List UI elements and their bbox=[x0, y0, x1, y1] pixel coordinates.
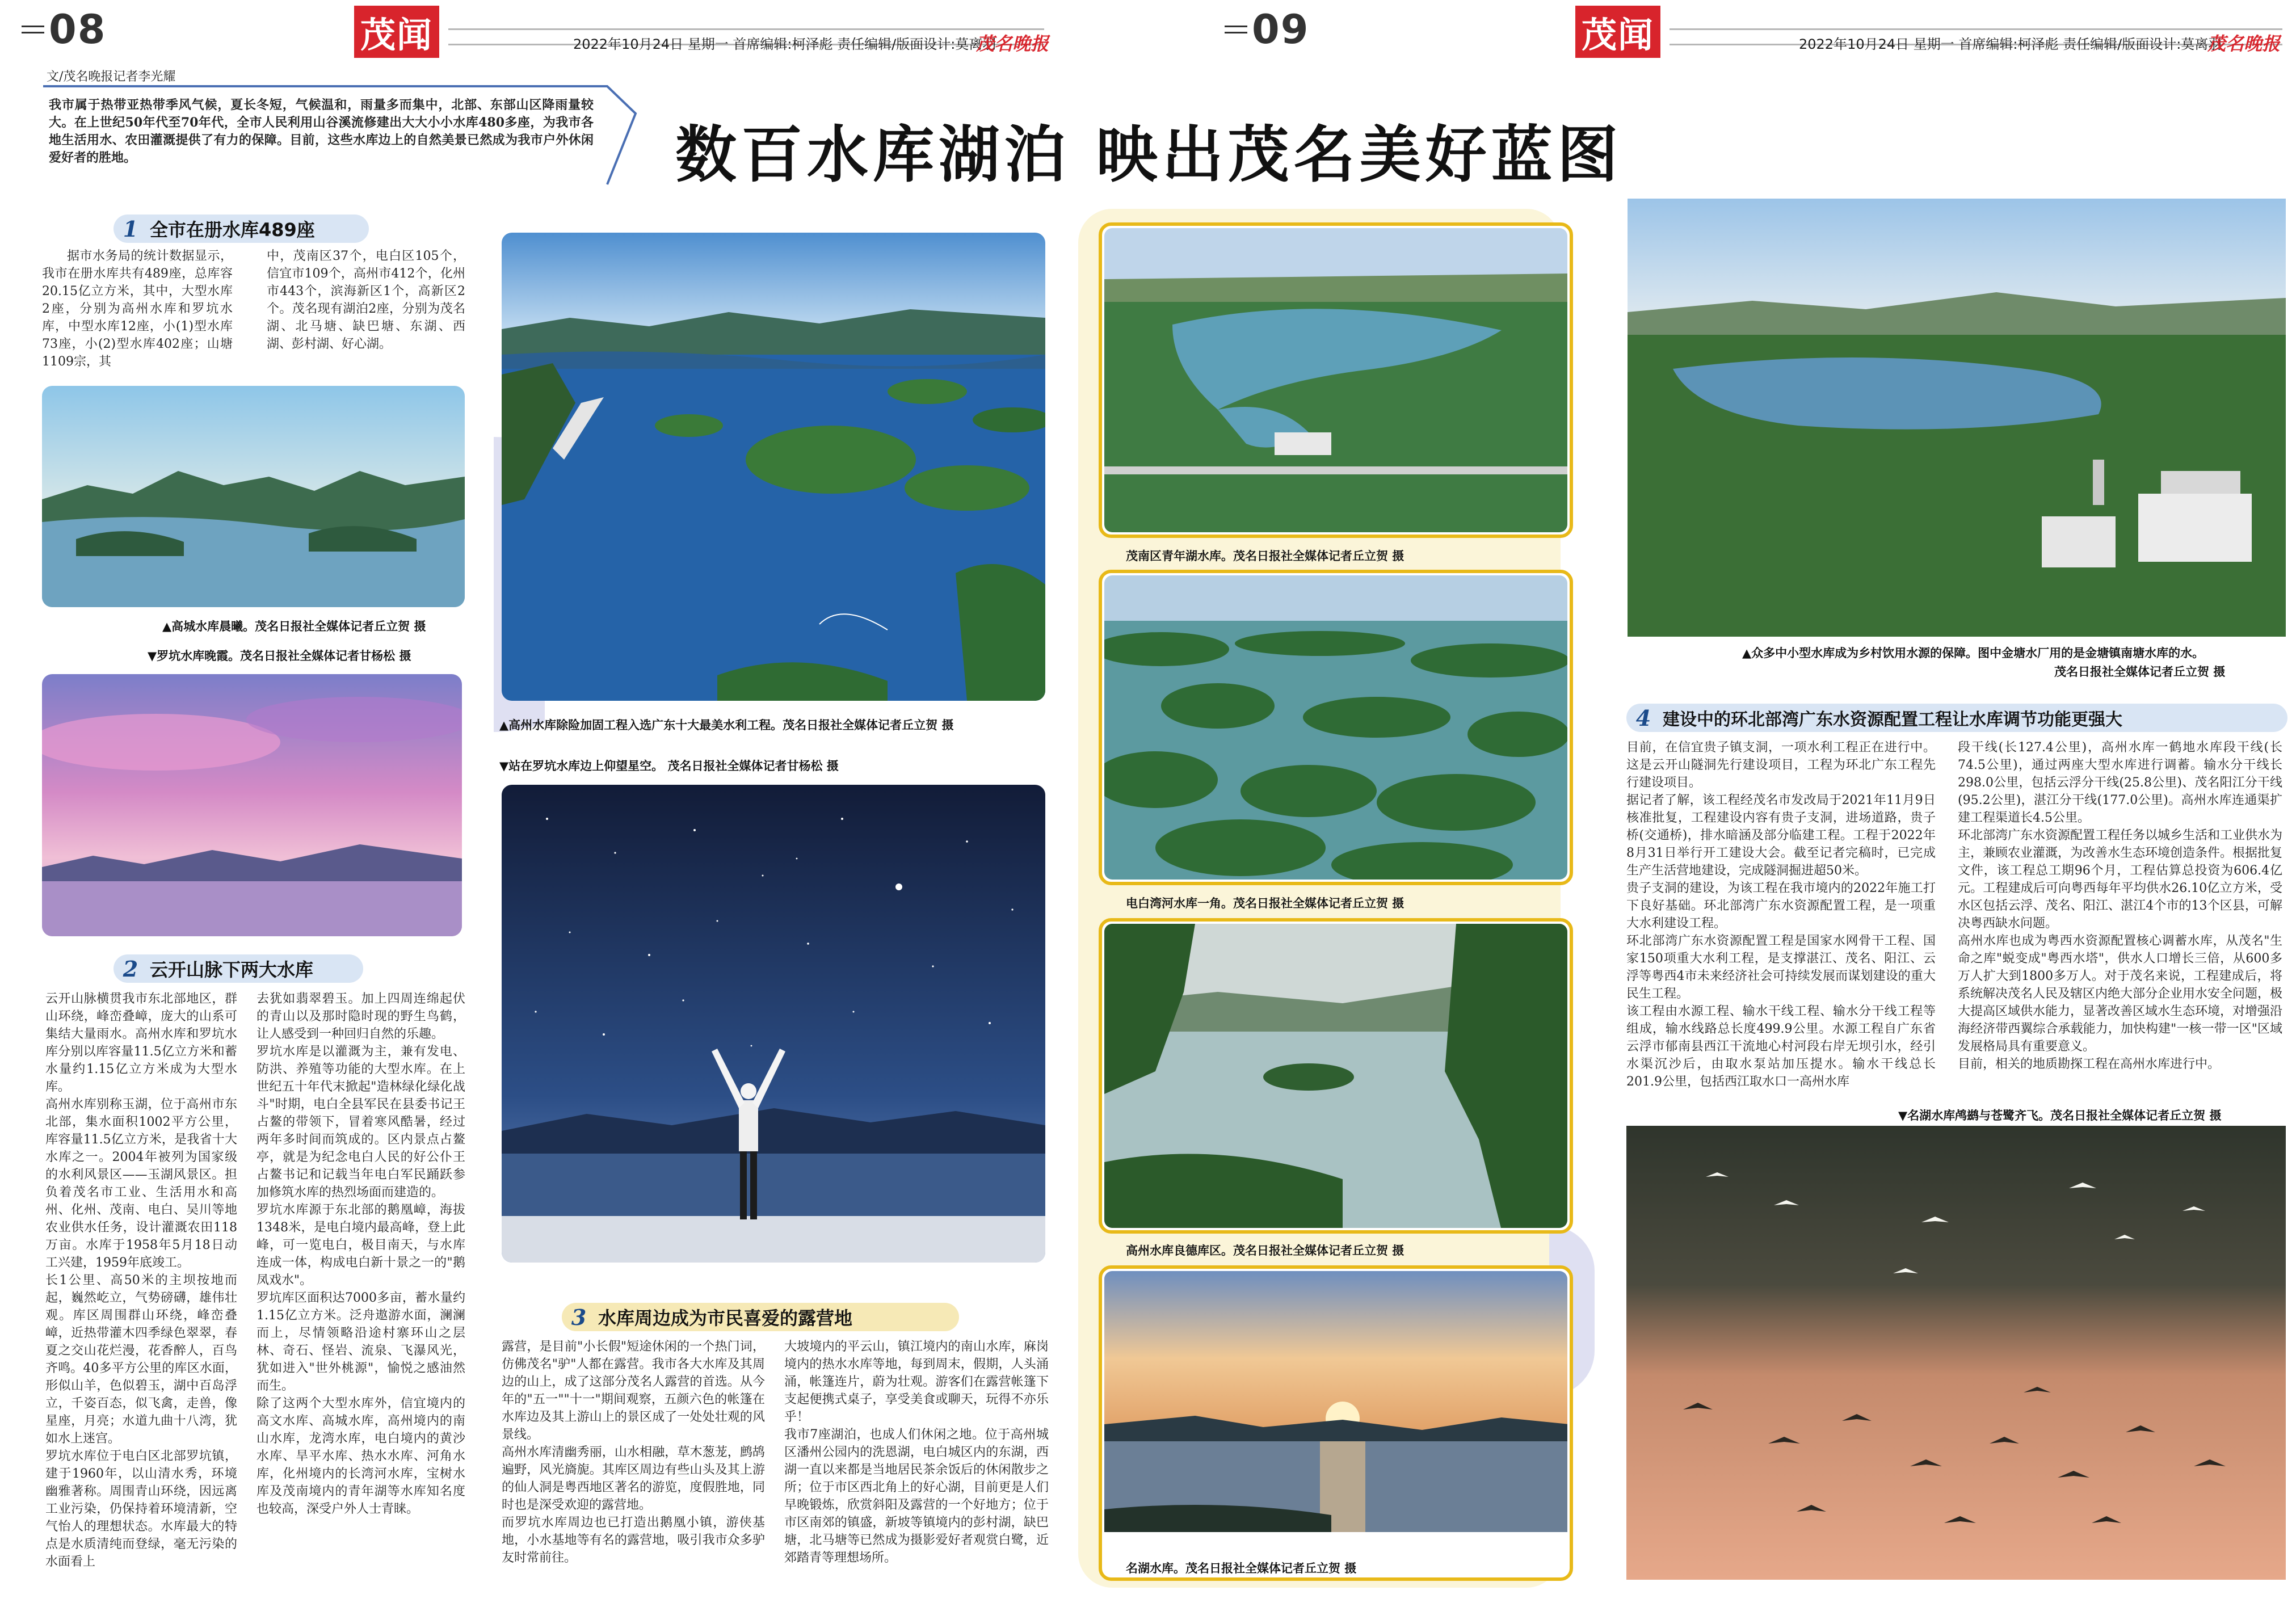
photo-liangde-reservoir bbox=[1099, 918, 1573, 1234]
section-logo-right: 茂闻 bbox=[1575, 6, 1660, 58]
left-page-number-text: 08 bbox=[49, 6, 107, 53]
caption-5: 茂南区青年湖水库。茂名日报社全媒体记者丘立贺 摄 bbox=[1126, 549, 1404, 563]
right-header-info: 2022年10月24日 星期一 首席编辑:柯泽彪 责任编辑/版面设计:莫离羽 bbox=[1799, 36, 2222, 52]
section-2-number: 2 bbox=[123, 956, 138, 982]
lead-paragraph: 我市属于热带亚热带季风气候，夏长冬短，气候温和，雨量多而集中，北部、东部山区降雨量较大。在上世纪50年代至70年代，全市人民利用山谷溪流修建出大大小小水库480多座，为我市各地生活用水、农田灌溉提供了有力的保障。目前，这些水库边上的自然美景已然成为我市户外休闲爱好者的胜地。 bbox=[49, 98, 594, 165]
photo-jintang-water-plant bbox=[1628, 199, 2286, 637]
caption-3: ▲高州水库除险加固工程入选广东十大最美水利工程。茂名日报社全媒体记者丘立贺 摄 bbox=[499, 718, 954, 732]
section-1-col1: 据市水务局的统计数据显示，我市在册水库共有489座，总库容20.15亿立方米，其中，大型水库2座，分别为高州水库和罗坑水库，中型水库12座，小(1)型水库73座，小(2)型水库402座；山塘1109宗，其 bbox=[42, 249, 233, 369]
caption-1: ▲高城水库晨曦。茂名日报社全媒体记者丘立贺 摄 bbox=[162, 620, 426, 633]
main-headline: 数百水库湖泊 映出茂名美好蓝图 bbox=[675, 120, 1623, 191]
section-1-number: 1 bbox=[123, 216, 138, 242]
section-4-number: 4 bbox=[1635, 705, 1651, 731]
section-2-col2: 去犹如翡翠碧玉。加上四周连绵起伏的青山以及那时隐时现的野生鸟鹤，让人感受到一种回归自然的乐趣。 罗坑水库是以灌溉为主，兼有发电、防洪、养殖等功能的大型水库。在上世纪五十年代末掀起"造林绿化绿化战斗"时期，电白全县军民在县委书记王占鳌的带领下，冒着寒风酷暑，经过两年多时间而筑成的。区内景点占鳌亭，就是为纪念电白人民的好公仆王占鳌书记和记载当年电白军民踊跃参加修筑水库的热烈场面而建造的。 罗坑水库源于东北部的鹅凰嶂，海拔1348米，是电白境内最高峰，登上此峰，可一览电白，极目南天，与水库连成一体，构成电白新十景之一的"鹅凤戏水"。 罗坑库区面积达7000多亩，蓄水量约1.15亿立方米。泛舟遨游水面，澜澜而上，尽情领略沿途村寨环山之层林、奇石、怪岩、流泉、飞瀑风光，犹如进入"世外桃源"，愉悦之感油然而生。 除了这两个大型水库外，信宜境内的高文水库、高城水库，高州境内的南山水库，龙湾水库，电白境内的黄沙水库、旱平水库、热水水库、河角水库，化州境内的长湾河水库，宝树水库及茂南境内的青年湖等水库知名度也较高，深受户外人士青睐。 bbox=[256, 992, 465, 1516]
caption-7: 高州水库良德库区。茂名日报社全媒体记者丘立贺 摄 bbox=[1126, 1244, 1404, 1257]
photo-qingnianhu-reservoir bbox=[1099, 222, 1573, 538]
section-4-header bbox=[1626, 704, 2287, 732]
section-1-header bbox=[113, 214, 369, 243]
section-3-col2: 大坡境内的平云山，镇江境内的南山水库，麻岗境内的热水水库等地，每到周末，假期，人头涌涌，帐篷连片，蔚为壮观。游客们在露营帐篷下支起便携式桌子，享受美食或聊天，玩得不亦乐乎！ 我市7座湖泊，也成人们休闲之地。位于高州城区潘州公园内的洗恩湖，电白城区内的东湖，西湖一直以来都是当地居民茶余饭后的休闲散步之所；位于市区西北角上的好心湖，目前更是人们早晚锻炼，欣赏斜阳及露营的一个好地方；位于市区南郊的镇盛，新坡等镇境内的彭村湖，缺巴塘，北马塘等已然成为摄影爱好者观赏白鹭，近郊踏青等理想场所。 bbox=[784, 1340, 1049, 1565]
right-page-number bbox=[1220, 8, 1309, 51]
section-4-title: 建设中的环北部湾广东水资源配置工程让水库调节功能更强大 bbox=[1663, 710, 2122, 730]
photo-gaozhou-reservoir bbox=[502, 233, 1045, 701]
section-3-col1: 露营，是目前"小长假"短途休闲的一个热门词，仿佛茂名"驴"人都在露营。我市各大水库及其周边的山上，成了这部分茂名人露营的首选。从今年的"五一""十一"期间观察，五颜六色的帐篷在水库边及其上游山上的景区成了一处处壮观的风景线。 高州水库清幽秀丽，山水相融，草木葱茏，鹧鸪遍野，风光旖旎。其库区周边有些山头及其上游的仙人洞是粤西地区著名的游览，度假胜地，同时也是深受欢迎的露营地。 而罗坑水库周边也已打造出鹅凰小镇，游侠基地，小水基地等有名的露营地，吸引我市众多驴友时常前往。 bbox=[502, 1340, 765, 1565]
photo-wanhe-reservoir bbox=[1099, 570, 1573, 885]
left-header-info: 2022年10月24日 星期一 首席编辑:柯泽彪 责任编辑/版面设计:莫离羽 bbox=[573, 36, 996, 52]
photo-starry-sky bbox=[502, 785, 1045, 1263]
photo-minghu-reservoir bbox=[1099, 1265, 1573, 1581]
photo-luokeng-reservoir-sunset bbox=[42, 674, 462, 936]
section-3-number: 3 bbox=[571, 1304, 587, 1330]
right-page-number-text: 09 bbox=[1252, 6, 1310, 53]
section-3-header bbox=[562, 1303, 959, 1331]
section-2-title: 云开山脉下两大水库 bbox=[150, 959, 314, 981]
section-4-col1: 目前，在信宜贵子镇支洞，一项水利工程正在进行中。这是云开山隧洞先行建设项目，工程为环北广东工程先行建设项目。 据记者了解，该工程经茂名市发改局于2021年11月9日核准批复，工程建设内容有贵子支洞，进场道路，贵子桥(交通桥)，排水暗涵及部分临建工程。工程于2022年8月31日举行开工建设大会。截至记者完稿时，已完成生产生活营地建设，完成隧洞掘进超50米。 贵子支洞的建设，为该工程在我市境内的2022年施工打下良好基础。环北部湾广东水资源配置工程，是一项重大水利建设工程。 环北部湾广东水资源配置工程是国家水网骨干工程、国家150项重大水利工程，是支撑湛江、茂名、阳江、云浮等粤西4市未来经济社会可持续发展而谋划建设的重大民生工程。 该工程由水源工程、输水干线工程、输水分干线工程等组成，输水线路总长度499.9公里。水源工程自广东省云浮市郁南县西江干流地心村河段右岸无坝引水，经引水渠沉沙后，由取水泵站加压提水。输水干线总长201.9公里，包括西江取水口一高州水库 bbox=[1626, 741, 1936, 1089]
section-1-col2: 中，茂南区37个，电白区105个，信宜市109个，高州市412个，化州市443个，滨海新区1个，高新区2个。茂名现有湖泊2座，分别为茂名湖、北马塘、缺巴塘、东湖、西湖、彭村湖、好心湖。 bbox=[267, 249, 465, 351]
caption-10: ▼名湖水库鸬鹚与苍鹭齐飞。茂名日报社全媒体记者丘立贺 摄 bbox=[1898, 1109, 2222, 1122]
section-logo-left: 茂闻 bbox=[354, 6, 439, 58]
byline: 文/茂名晚报记者李光耀 bbox=[47, 70, 176, 84]
caption-4: ▼站在罗坑水库边上仰望星空。 茂名日报社全媒体记者甘杨松 摄 bbox=[499, 759, 839, 773]
caption-8: 名湖水库。茂名日报社全媒体记者丘立贺 摄 bbox=[1126, 1562, 1357, 1575]
photo-birds-over-minghu bbox=[1626, 1126, 2286, 1580]
caption-9a: ▲众多中小型水库成为乡村饮用水源的保障。图中金塘水厂用的是金塘镇南塘水库的水。 bbox=[1742, 646, 2205, 660]
section-4-col2: 段干线(长127.4公里)，高州水库一鹤地水库段干线(长74.5公里)，通过两座大型水库进行调蓄。输水分干线长298.0公里，包括云浮分干线(25.8公里)、茂名阳江分干线(95.2公里)，湛江分干线(177.0公里)。高州水库连通渠扩建工程渠道长4.5公里。 环北部湾广东水资源配置工程任务以城乡生活和工业供水为主，兼顾农业灌溉，为改善水生态环境创造条件。根据批复文件，该工程总工期96个月，工程估算总投资为606.4亿元。工程建成后可向粤西每年平均供水26.10亿立方米，受水区包括云浮、茂名、阳江、湛江4个市的13个区县，可解决粤西缺水问题。 高州水库也成为粤西水资源配置核心调蓄水库，从茂名"生命之库"蜕变成"粤西水塔"，供水人口增长三倍，从600多万人扩大到1800多万人。对于茂名来说，工程建成后，将系统解决茂名人民及辖区内绝大部分企业用水安全问题，极大提高区域供水能力，显著改善区域水生态环境，对增强沿海经济带西翼综合承载能力，加快构建"一核一带一区"区域发展格局具有重要意义。 目前，相关的地质勘探工程在高州水库进行中。 bbox=[1958, 741, 2282, 1071]
caption-6: 电白湾河水库一角。茂名日报社全媒体记者丘立贺 摄 bbox=[1126, 897, 1404, 910]
left-brand: 茂名晚报 bbox=[976, 33, 1049, 54]
photo-gaocheng-reservoir-dawn bbox=[42, 386, 465, 607]
section-3-title: 水库周边成为市民喜爱的露营地 bbox=[598, 1307, 853, 1329]
right-brand: 茂名晚报 bbox=[2207, 33, 2281, 54]
section-2-header bbox=[113, 954, 363, 983]
left-page-number bbox=[17, 8, 106, 51]
section-2-col1: 云开山脉横贯我市东北部地区，群山环绕，峰峦叠嶂，庞大的山系可集结大量雨水。高州水库和罗坑水库分别以库容量11.5亿立方米和蓄水量约1.15亿立方米成为大型水库。 高州水库别称玉湖，位于高州市东北部，集水面积1002平方公里，库容量11.5亿立方米，是我省十大水库之一。2004年被列为国家级的水利风景区——玉湖风景区。担负着茂名市工业、生活用水和高州、化州、茂南、电白、吴川等地农业供水任务，设计灌溉农田118万亩。水库于1958年5月18日动工兴建，1959年底竣工。 长1公里、高50米的主坝按地而起，巍然屹立，气势磅礴，雄伟壮观。库区周围群山环绕，峰峦叠嶂，近热带灌木四季绿色翠翠，春夏之交山花烂漫，花香醉人，百鸟齐鸣。40多平方公里的库区水面，形似山羊，色似碧玉，湖中百岛浮立，千姿百态，似飞禽，走兽，像星座，月亮；水道九曲十八湾，犹如水上迷宫。 罗坑水库位于电白区北部罗坑镇，建于1960年，以山清水秀，环境幽雅著称。周围青山环绕，因远离工业污染，仍保持着环境清新，空气怡人的理想状态。水库最大的特点是水质清纯而登绿，毫无污染的水面看上 bbox=[45, 992, 237, 1569]
caption-9b: 茂名日报社全媒体记者丘立贺 摄 bbox=[2054, 665, 2226, 679]
section-1-title: 全市在册水库489座 bbox=[150, 219, 315, 241]
caption-2: ▼罗坑水库晚霞。茂名日报社全媒体记者甘杨松 摄 bbox=[148, 649, 411, 663]
